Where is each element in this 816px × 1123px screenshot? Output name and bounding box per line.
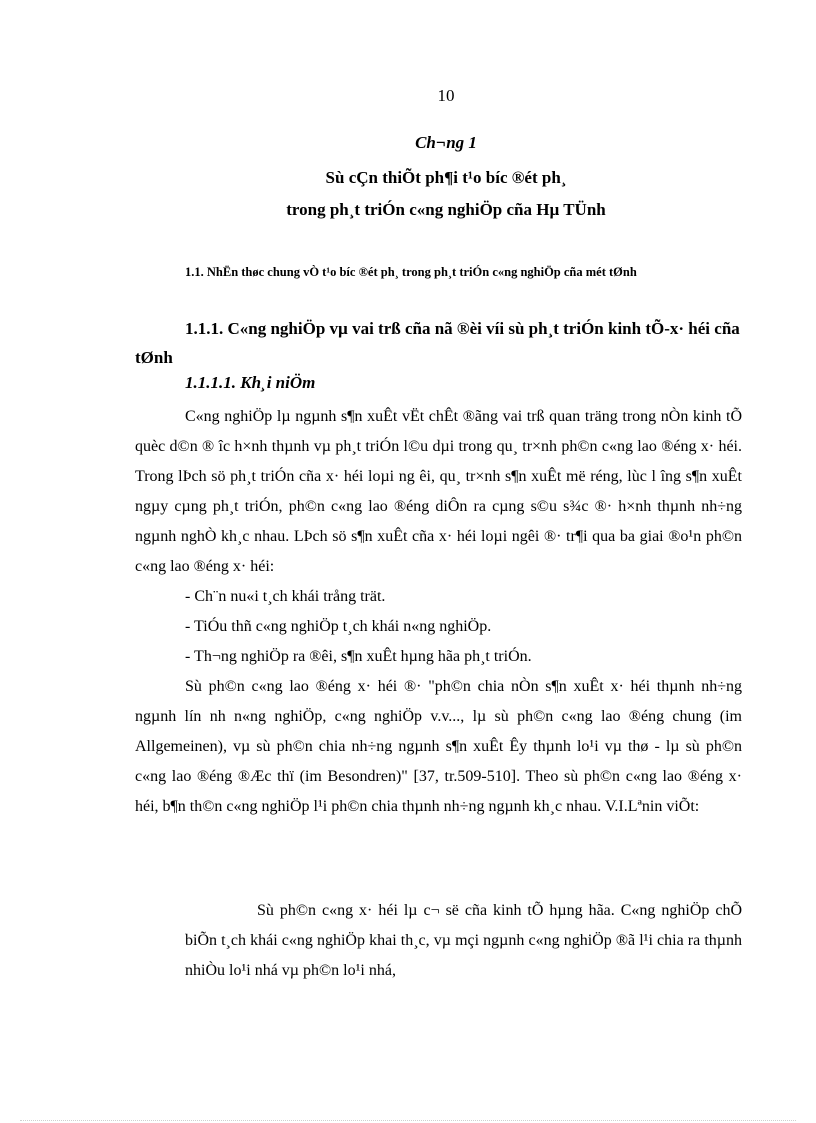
block-quote: Sù ph©n c«ng x· héi lµ c¬ së cña kinh tÕ hµng hãa. C«ng nghiÖp chÕ biÕn t¸ch khái c«ng nghiÖp khai th¸c, vµ mçi ngµnh c«ng nghiÖp ®ã l¹i chia ra thµnh nhiÒu lo¹i nhá vµ ph©n lo¹i nhá, xyxy=(185,902,742,979)
list-item: - Ch¨n nu«i t¸ch khái trång trät. xyxy=(185,588,386,605)
section-heading-1-1-1: 1.1.1. C«ng nghiÖp vµ vai trß cña nã ®èi víi sù ph¸t triÓn kinh tÕ-x· héi cña tØnh xyxy=(135,319,740,367)
list-item: - TiÓu thñ c«ng nghiÖp t¸ch khái n«ng nghiÖp. xyxy=(185,618,492,635)
page-number: 10 xyxy=(437,86,455,105)
section-heading-1-1-1-1: 1.1.1.1. Kh¸i niÖm xyxy=(185,373,316,392)
paragraph: Sù ph©n c«ng lao ®éng x· héi ®· "ph©n chia nÒn s¶n xuÊt x· héi thµnh nh÷ng ngµnh lín nh n«ng nghiÖp, c«ng nghiÖp v.v..., lµ sù ph©n c«ng lao ®éng chung (im Allgemeinen), vµ sù ph©n chia nh÷ng ngµnh s¶n xuÊt Êy thµnh lo¹i vµ thø - lµ sù ph©n c«ng lao ®éng ®Æc thï (im Besondren)" [37, tr.509-510]. Theo sù ph©n c«ng lao ®éng x· héi, b¶n th©n c«ng nghiÖp l¹i ph©n chia thµnh nh÷ng ngµnh kh¸c nhau. V.I.Lªnin viÕt: xyxy=(135,678,742,815)
chapter-subtitle-line2: trong ph¸t triÓn c«ng nghiÖp cña Hµ TÜnh xyxy=(286,200,606,219)
body-text xyxy=(135,402,742,822)
footer-divider xyxy=(20,1120,796,1121)
paragraph: C«ng nghiÖp lµ ngµnh s¶n xuÊt vËt chÊt ®ãng vai trß quan träng trong nÒn kinh tÕ quèc d©n ® îc h×nh thµnh vµ ph¸t triÓn l©u dµi trong qu¸ tr×nh ph©n c«ng lao ®éng x· héi. Trong lÞch sö ph¸t triÓn cña x· héi loµi ng êi, qu¸ tr×nh s¶n xuÊt më réng, lùc l îng s¶n xuÊt ngµy cµng ph¸t triÓn, ph©n c«ng lao ®éng diÔn ra cµng s©u s¾c ®· h×nh thµnh nh÷ng ngµnh nghÒ kh¸c nhau. LÞch sö s¶n xuÊt cña x· héi loµi ngêi ®· tr¶i qua ba giai ®o¹n ph©n c«ng lao ®éng x· héi: xyxy=(135,408,742,575)
chapter-subtitle-line1: Sù cÇn thiÕt ph¶i t¹o bíc ®ét ph¸ xyxy=(325,168,567,187)
section-heading-1-1: 1.1. NhËn thøc chung vÒ t¹o bíc ®ét ph¸ trong ph¸t triÓn c«ng nghiÖp cña mét tØnh xyxy=(185,265,637,279)
chapter-title: Ch¬ng 1 xyxy=(415,133,477,152)
list-item: - Th¬ng nghiÖp ra ®êi, s¶n xuÊt hµng hãa ph¸t triÓn. xyxy=(185,648,532,665)
